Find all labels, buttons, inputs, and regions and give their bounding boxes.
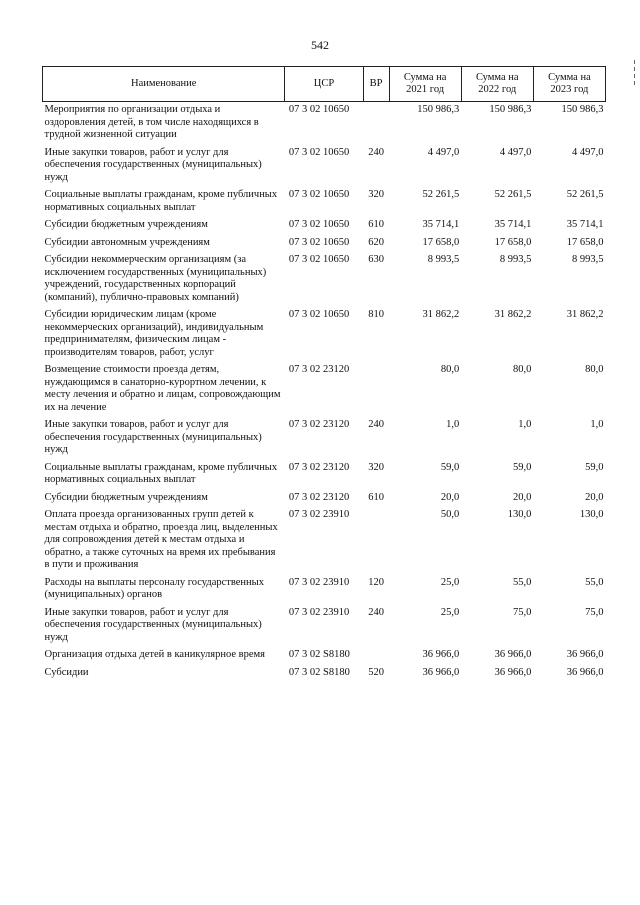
row-sum-2022: 52 261,5 [494, 189, 532, 200]
row-sum-2023: 35 714,1 [566, 219, 604, 230]
table-row [43, 647, 606, 665]
row-name: Возмещение стоимости проезда детям, нуждающимся в санаторно-курортном лечении, к месту лечения и обратно и лицам, сопровождающим их на лечение [44, 364, 281, 413]
row-sum-2022: 4 497,0 [499, 146, 532, 158]
row-sum-2023: 31 862,2 [566, 309, 604, 320]
row-sum-2023: 80,0 [585, 364, 604, 375]
row-name: Субсидии некоммерческим организациям (за исключением государственных (муниципальных) учреждений, государственных корпораций (компаний), публично-правовых компаний) [44, 254, 267, 303]
row-vr [363, 102, 389, 145]
row-sum-2023: 8 993,5 [572, 254, 604, 265]
row-sum-2021: 59,0 [440, 461, 460, 473]
row-sum-2023: 52 261,5 [566, 189, 604, 200]
row-name: Субсидии бюджетным учреждениям [44, 219, 208, 230]
row-name: Социальные выплаты гражданам, кроме публичных нормативных социальных выплат [44, 461, 278, 485]
header-row [43, 67, 606, 102]
header-csr: ЦСР [285, 67, 363, 102]
header-sum-2023: Сумма на 2023 год [533, 67, 605, 102]
row-vr: 320 [368, 189, 384, 200]
header-name: Наименование [43, 67, 285, 102]
row-csr: 07 3 02 23120 [288, 364, 350, 375]
row-sum-2021: 150 986,3 [417, 104, 460, 115]
row-sum-2022: 20,0 [512, 491, 532, 503]
row-sum-2021: 36 966,0 [422, 666, 460, 678]
row-sum-2023: 17 658,0 [566, 236, 604, 248]
row-name: Иные закупки товаров, работ и услуг для обеспечения государственных (муниципальных) нужд [44, 606, 262, 643]
row-vr: 630 [368, 254, 384, 265]
table-row [43, 605, 606, 648]
row-csr: 07 3 02 S8180 [288, 649, 350, 660]
row-name: Организация отдыха детей в каникулярное время [44, 649, 265, 660]
row-sum-2022: 59,0 [512, 461, 532, 473]
row-csr: 07 3 02 S8180 [288, 666, 350, 678]
row-vr: 320 [368, 461, 384, 473]
row-name: Субсидии бюджетным учреждениям [44, 491, 208, 503]
table-row [43, 102, 606, 145]
row-sum-2022: 36 966,0 [494, 666, 532, 678]
row-sum-2021: 25,0 [440, 606, 460, 618]
row-sum-2021: 8 993,5 [427, 254, 460, 265]
row-sum-2023: 1,0 [590, 419, 604, 430]
row-sum-2023: 36 966,0 [566, 666, 604, 678]
row-sum-2021: 17 658,0 [422, 236, 460, 248]
row-csr: 07 3 02 23120 [288, 491, 350, 503]
table-row [43, 362, 606, 417]
row-csr: 07 3 02 23120 [288, 419, 350, 430]
row-sum-2023: 59,0 [585, 461, 604, 473]
row-name: Иные закупки товаров, работ и услуг для обеспечения государственных (муниципальных) нужд [44, 419, 262, 455]
row-sum-2022: 36 966,0 [494, 649, 532, 660]
table-row [43, 417, 606, 460]
row-sum-2023: 150 986,3 [561, 104, 604, 115]
row-sum-2023: 75,0 [585, 606, 604, 618]
row-vr [363, 647, 389, 665]
row-sum-2021: 52 261,5 [422, 189, 460, 200]
row-name: Иные закупки товаров, работ и услуг для обеспечения государственных (муниципальных) нужд [44, 146, 262, 183]
page-number: 542 [311, 38, 329, 52]
row-sum-2021: 35 714,1 [422, 219, 460, 230]
row-sum-2021: 25,0 [440, 576, 460, 588]
row-csr: 07 3 02 23120 [288, 461, 350, 473]
budget-table-container [42, 66, 606, 682]
table-row [43, 307, 606, 362]
row-sum-2022: 80,0 [512, 364, 532, 375]
row-csr: 07 3 02 10650 [288, 254, 350, 265]
row-sum-2021: 36 966,0 [422, 649, 460, 660]
row-sum-2022: 130,0 [507, 509, 532, 520]
row-csr: 07 3 02 10650 [288, 146, 350, 158]
header-sum-2022: Сумма на 2022 год [461, 67, 533, 102]
row-vr [363, 507, 389, 575]
row-vr: 610 [368, 219, 384, 230]
row-sum-2022: 150 986,3 [489, 104, 532, 115]
header-vr: ВР [363, 67, 389, 102]
table-row [43, 252, 606, 307]
row-sum-2021: 20,0 [440, 491, 460, 503]
row-sum-2021: 50,0 [440, 509, 460, 520]
row-sum-2023: 130,0 [579, 509, 604, 520]
row-name: Субсидии юридическим лицам (кроме некоммерческих организаций), индивидуальным предпринимателям, физическим лицам - производителям товаров, работ, услуг [44, 309, 264, 358]
table-row [43, 235, 606, 253]
table-row [43, 507, 606, 575]
row-csr: 07 3 02 10650 [288, 236, 350, 248]
table-body [43, 102, 606, 683]
row-sum-2022: 75,0 [512, 606, 532, 618]
row-vr: 240 [368, 606, 384, 618]
row-name: Социальные выплаты гражданам, кроме публичных нормативных социальных выплат [44, 189, 278, 213]
row-sum-2021: 80,0 [440, 364, 460, 375]
row-csr: 07 3 02 23910 [288, 509, 350, 520]
row-vr: 120 [368, 576, 384, 588]
row-sum-2023: 36 966,0 [566, 649, 604, 660]
scan-margin-mark [634, 60, 636, 90]
row-csr: 07 3 02 23910 [288, 576, 350, 588]
table-header [43, 67, 606, 102]
row-sum-2023: 55,0 [585, 576, 604, 588]
row-sum-2023: 20,0 [585, 491, 604, 503]
row-csr: 07 3 02 10650 [288, 309, 350, 320]
row-sum-2023: 4 497,0 [572, 146, 604, 158]
row-name: Мероприятия по организации отдыха и оздоровления детей, в том числе находящихся в трудной жизненной ситуации [44, 104, 259, 140]
table-row [43, 460, 606, 490]
row-name: Оплата проезда организованных групп детей к местам отдыха и обратно, проезда лиц, выделенных для сопровождения детей к местам отдыха и обратно, а также суточных на время их пребывания в пути и проживания [44, 509, 278, 570]
row-vr: 810 [368, 309, 384, 320]
header-sum-2021: Сумма на 2021 год [389, 67, 461, 102]
row-sum-2021: 1,0 [446, 419, 460, 430]
table-row [43, 217, 606, 235]
row-sum-2022: 35 714,1 [494, 219, 532, 230]
row-vr [363, 362, 389, 417]
row-sum-2021: 31 862,2 [422, 309, 460, 320]
row-sum-2022: 8 993,5 [499, 254, 532, 265]
row-sum-2022: 55,0 [512, 576, 532, 588]
row-vr: 620 [368, 236, 384, 248]
table-row [43, 187, 606, 217]
row-sum-2022: 17 658,0 [494, 236, 532, 248]
budget-table [42, 66, 606, 682]
row-vr: 240 [368, 146, 384, 158]
row-csr: 07 3 02 10650 [288, 189, 350, 200]
row-name: Субсидии [44, 666, 89, 678]
row-csr: 07 3 02 10650 [288, 219, 350, 230]
row-name: Субсидии автономным учреждениям [44, 236, 210, 248]
row-sum-2021: 4 497,0 [427, 146, 460, 158]
row-vr: 520 [368, 666, 384, 678]
row-name: Расходы на выплаты персоналу государственных (муниципальных) органов [44, 576, 264, 600]
row-vr: 240 [368, 419, 384, 430]
table-row [43, 145, 606, 188]
table-row [43, 665, 606, 683]
table-row [43, 490, 606, 508]
row-sum-2022: 31 862,2 [494, 309, 532, 320]
row-sum-2022: 1,0 [518, 419, 532, 430]
row-csr: 07 3 02 23910 [288, 606, 350, 618]
table-row [43, 575, 606, 605]
row-csr: 07 3 02 10650 [288, 104, 350, 115]
row-vr: 610 [368, 491, 384, 503]
